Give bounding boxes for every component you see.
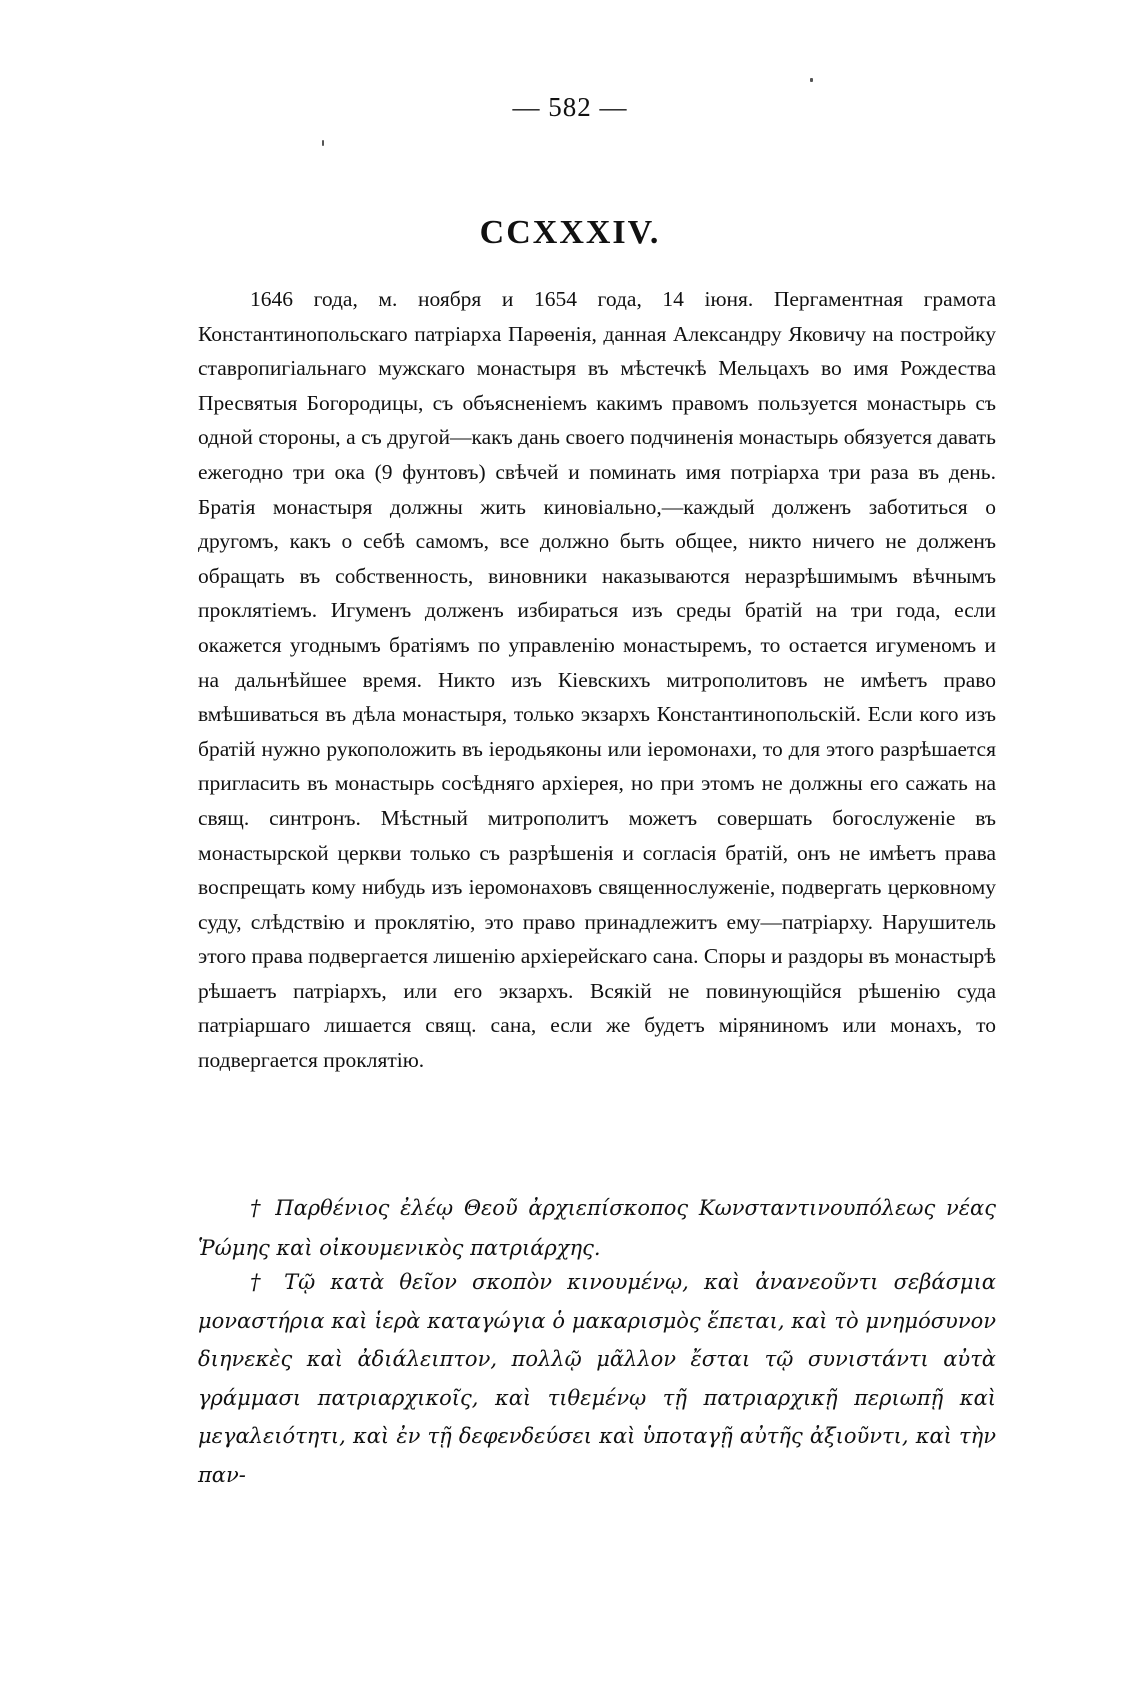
- print-speck: [810, 78, 813, 82]
- greek-signature: † Παρθένιος ἐλέῳ Θεοῦ ἀρχιεπίσκοπος Κωνσταντινουπόλεως νέας Ῥώμης καὶ οἰκουμενικὸς πατριάρχης.: [198, 1196, 996, 1260]
- greek-body: † Τῷ κατὰ θεῖον σκοπὸν κινουμένῳ, καὶ ἀνανεοῦντι σεβάσμια μοναστήρια καὶ ἱερὰ καταγώγια ὁ μακαρισμὸς ἕπεται, καὶ τὸ μνημόσυνον διηνεκὲς καὶ ἀδιάλειπτον, πολλῷ μᾶλλον ἔσται τῷ συνιστάντι αὐτὰ γράμμασι πατριαρχικοῖς, καὶ τιθεμένῳ τῇ πατριαρχικῇ περιωπῇ καὶ μεγαλειότητι, καὶ ἐν τῇ δεφενδεύσει καὶ ὑποταγῇ αὐτῆς ἀξιοῦντι, καὶ τὴν παν-: [198, 1270, 996, 1487]
- document-number: CCXXXIV.: [479, 214, 661, 251]
- document-summary: 1646 года, м. ноября и 1654 года, 14 іюня. Пергаментная грамота Константинопольскаго патріарха Парѳенія, данная Александру Яковичу на постройку ставропигіальнаго мужскаго монастыря въ мѣстечкѣ Мельцахъ во имя Рождества Пресвятыя Богородицы, съ объясненіемъ какимъ правомъ пользуется монастырь съ одной стороны, а съ другой—какъ дань своего подчиненія монастырь обязуется давать ежегодно три ока (9 фунтовъ) свѣчей и поминать имя потріарха три раза въ день. Братія монастыря должны жить киновіально,—каждый долженъ заботиться о другомъ, какъ о себѣ самомъ, все должно быть общее, никто ничего не долженъ обращать въ собственность, виновники наказываются неразрѣшимымъ вѣчнымъ проклятіемъ. Игуменъ долженъ избираться изъ среды братій на три года, если окажется угоднымъ братіямъ по управленію монастыремъ, то остается игуменомъ и на дальнѣйшее время. Никто изъ Кіевскихъ митрополитовъ не имѣетъ право вмѣшиваться въ дѣла монастыря, только экзархъ Константинопольскій. Если кого изъ братій нужно рукоположить въ іеродьяконы или іеромонахи, то для этого разрѣшается пригласить въ монастырь сосѣдняго архіерея, но при этомъ не должны его сажать на свящ. синтронъ. Мѣстный митрополитъ можетъ совершать богослуженіе въ монастырской церкви только съ разрѣшенія и согласія братій, онъ не имѣетъ права воспрещать кому нибудь изъ іеромонаховъ священнослуженіе, подвергать церковному суду, слѣдствію и проклятію, это право принадлежитъ ему—патріарху. Нарушитель этого права подвергается лишенію архіерейскаго сана. Споры и раздоры въ монастырѣ рѣшаетъ патріархъ, или его экзархъ. Всякій не повинующійся рѣшенію суда патріаршаго лишается свящ. сана, если же будетъ міряниномъ или монахъ, то подвергается проклятію.: [198, 287, 996, 1073]
- page-number: — 582 —: [512, 92, 628, 122]
- print-speck: [322, 140, 324, 146]
